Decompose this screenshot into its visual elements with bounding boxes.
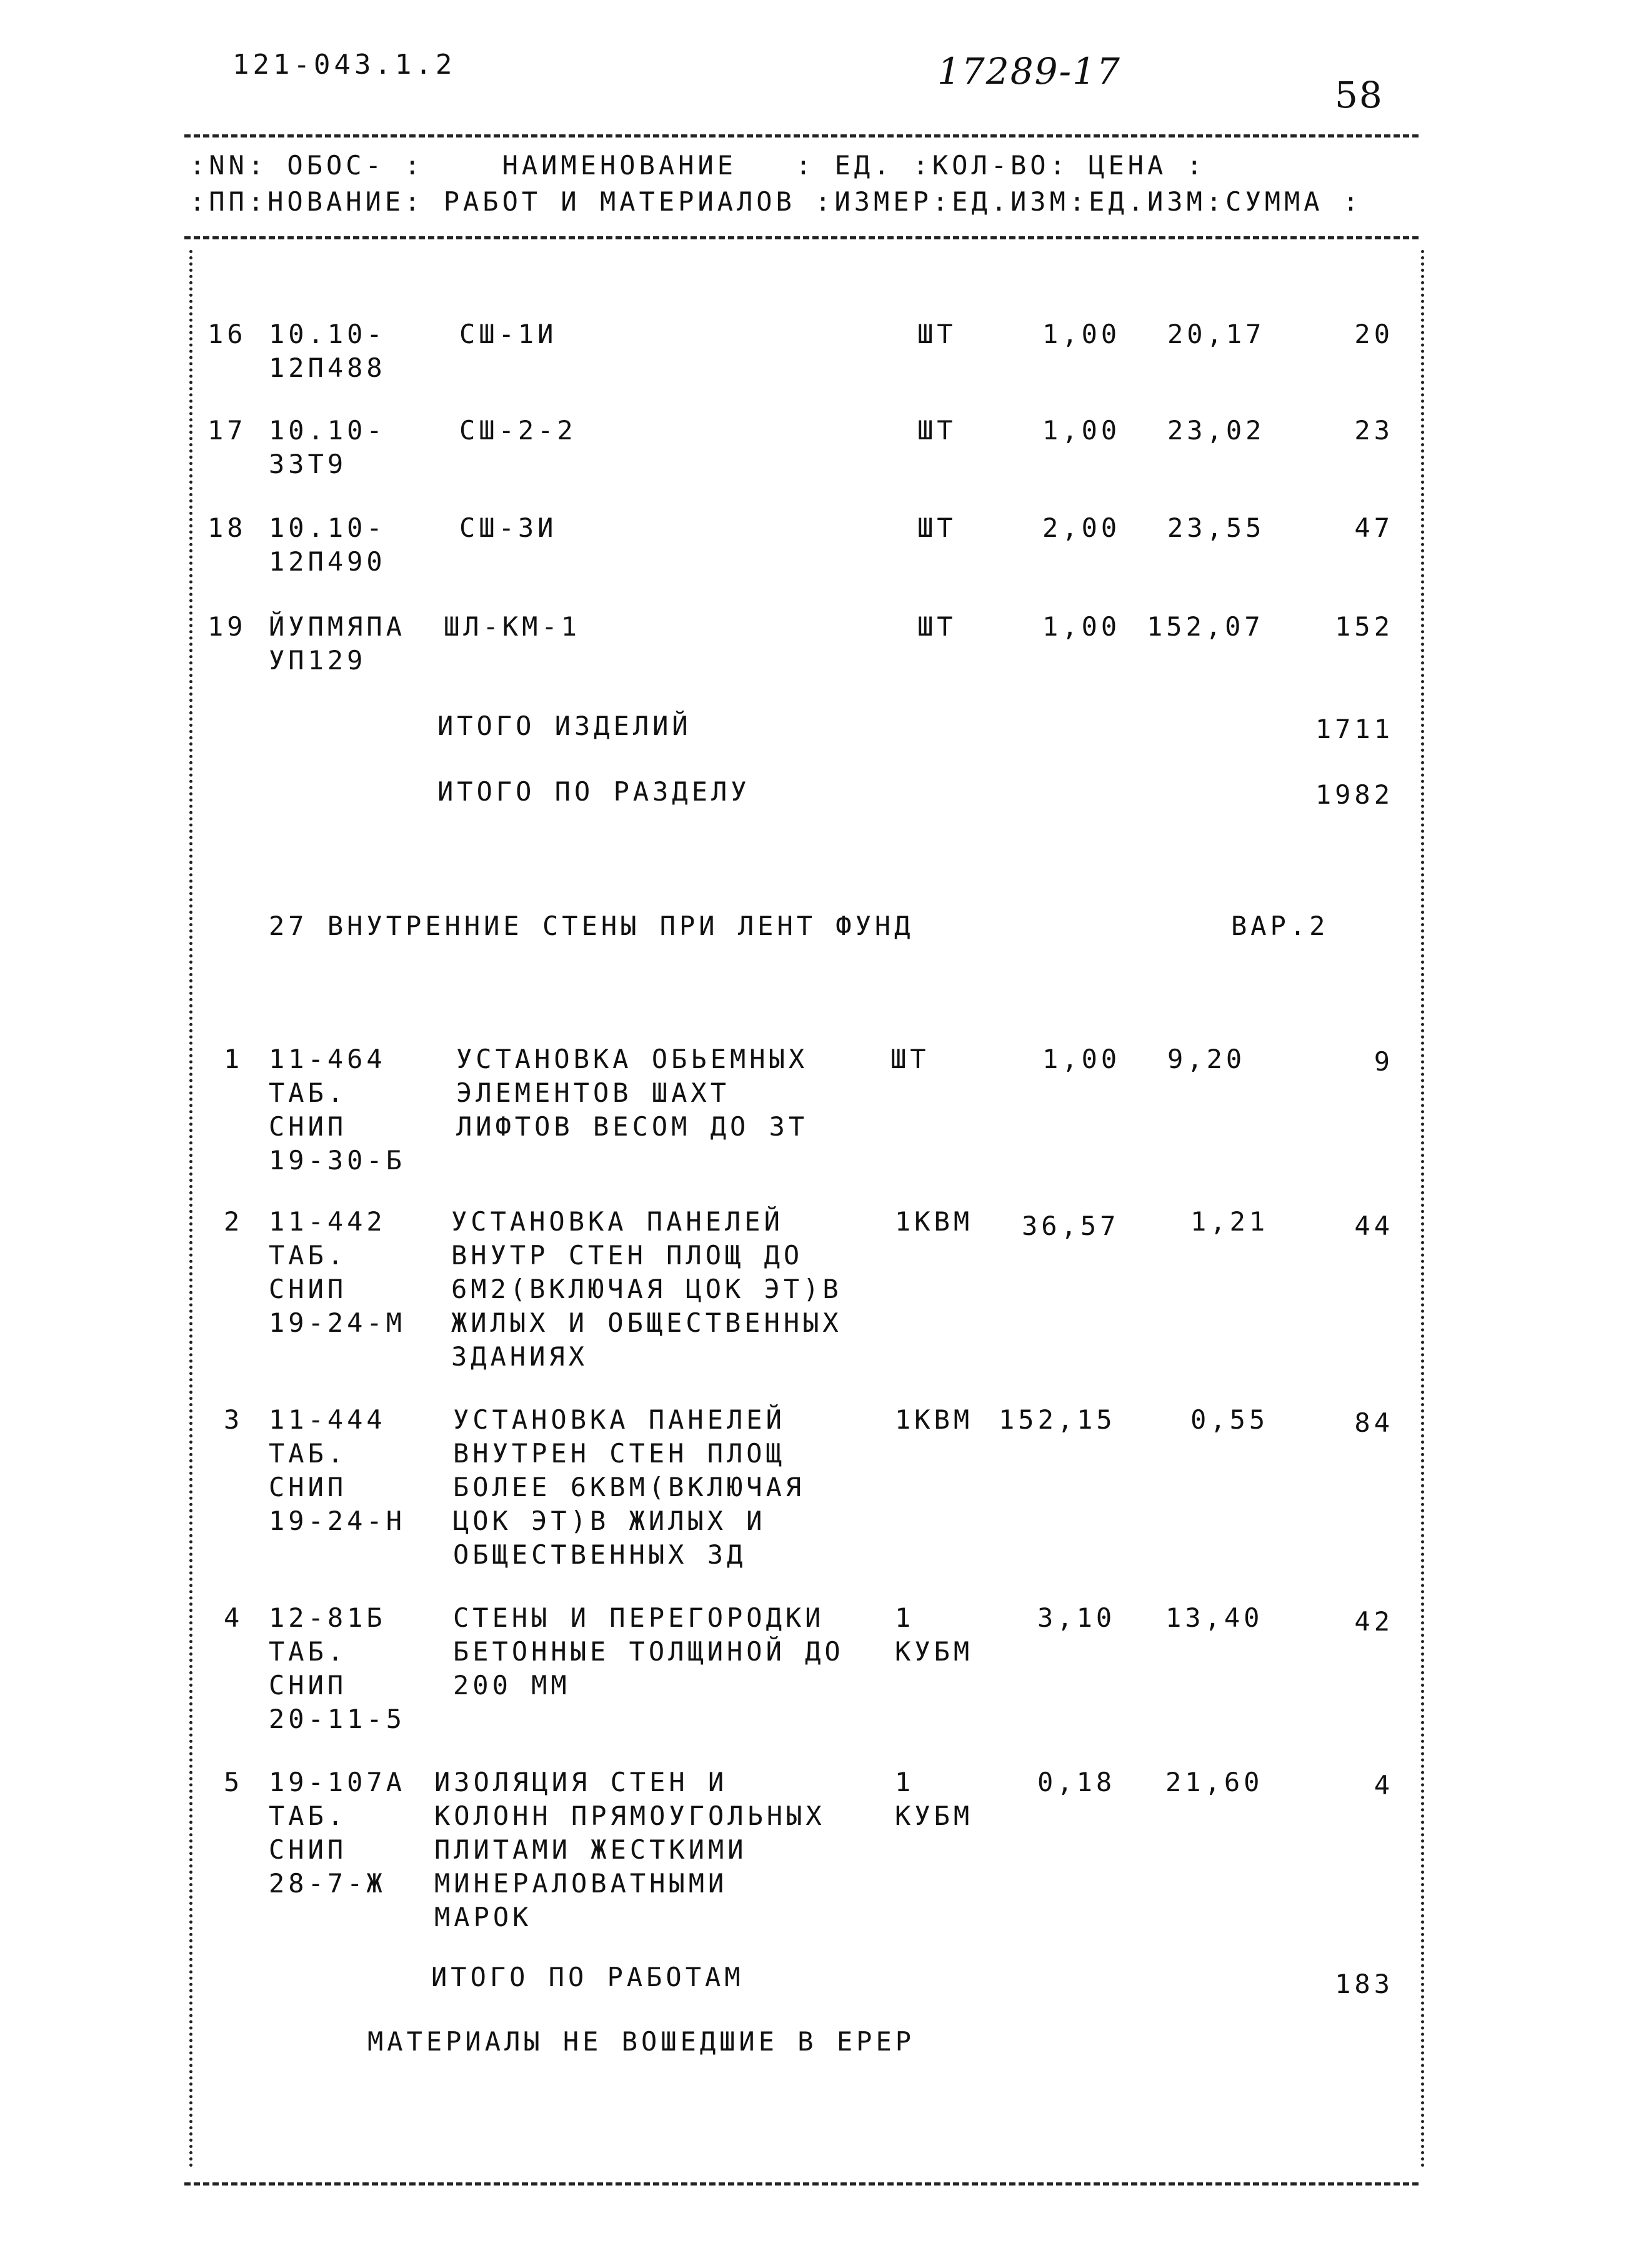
row-unit-line: 1 (895, 1602, 915, 1633)
row-sum: 44 (1354, 1211, 1394, 1241)
row-unit-line: КУБМ (895, 1801, 974, 1831)
row-unit: ШТ (917, 319, 957, 349)
row-name-line: 6М2(ВКЛЮЧАЯ ЦОК ЭТ)В (451, 1274, 842, 1304)
total-items-label: ИТОГО ИЗДЕЛИЙ (437, 711, 692, 741)
total-items-value: 1711 (1315, 714, 1394, 744)
row-code-line: ТАБ. (269, 1636, 347, 1667)
row-code-line: СНИП (269, 1472, 347, 1502)
row-qty: 2,00 (1042, 512, 1121, 543)
doc-code: 121-043.1.2 (232, 49, 456, 81)
row-name-line: ЭЛЕМЕНТОВ ШАХТ (456, 1077, 731, 1108)
total-section-value: 1982 (1315, 779, 1394, 810)
row-name (453, 1601, 844, 1702)
row-qty: 1,00 (1042, 415, 1121, 446)
row-unit: ШТ (917, 512, 957, 543)
total-section-label: ИТОГО ПО РАЗДЕЛУ (437, 776, 751, 807)
row-code-line: 19-107А (269, 1767, 406, 1797)
row-name-line: ВНУТРЕН СТЕН ПЛОЩ (453, 1438, 786, 1469)
row-code-line: 28-7-Ж (269, 1868, 386, 1899)
row-nn: 5 (224, 1767, 244, 1797)
row-unit (890, 1042, 930, 1076)
row-name-line: ЦОК ЭТ)В ЖИЛЫХ И (453, 1506, 766, 1536)
row-unit: ШТ (917, 415, 957, 446)
row-name (434, 1766, 825, 1934)
row-name: СШ-2-2 (459, 415, 577, 446)
table-header-line-1: :NN: ОБОС- : НАИМЕНОВАНИЕ : ЕД. :КОЛ-ВО: ЦЕНА : (189, 150, 1206, 181)
row-price: 0,55 (1190, 1404, 1269, 1435)
row-nn: 17 (207, 415, 247, 446)
row-qty: 3,10 (1037, 1602, 1116, 1633)
table-left-border (189, 250, 192, 2169)
total-works-label: ИТОГО ПО РАБОТАМ (431, 1962, 744, 1992)
row-name-line: ЛИФТОВ ВЕСОМ ДО 3Т (456, 1111, 809, 1142)
row-unit-line: КУБМ (895, 1636, 974, 1667)
row-code-line: ТАБ. (269, 1240, 347, 1271)
row-unit-line: ШТ (890, 1044, 930, 1074)
row-code-line: 12П490 (269, 546, 386, 577)
row-name-line: ЖИЛЫХ И ОБЩЕСТВЕННЫХ (451, 1307, 842, 1338)
row-code-line: 12-81Б (269, 1602, 386, 1633)
total-works-value: 183 (1335, 1969, 1394, 1999)
row-code-line: 19-24-Н (269, 1506, 406, 1536)
row-code-line: 33Т9 (269, 449, 347, 479)
row-sum: 152 (1335, 611, 1394, 642)
table-top-border (184, 134, 1419, 137)
row-nn: 4 (224, 1602, 244, 1633)
row-nn: 18 (207, 512, 247, 543)
row-unit-line: 1 (895, 1767, 915, 1797)
row-name (453, 1403, 805, 1572)
row-code-line: 10.10- (269, 319, 386, 349)
row-sum: 9 (1374, 1046, 1394, 1077)
materials-note: МАТЕРИАЛЫ НЕ ВОШЕДШИЕ В ЕРЕР (367, 2026, 915, 2057)
row-price: 23,02 (1167, 415, 1265, 446)
row-nn: 3 (224, 1404, 244, 1435)
row-code-line: СНИП (269, 1111, 347, 1142)
row-code-line: 19-24-М (269, 1307, 406, 1338)
row-code-line: 19-30-Б (269, 1145, 406, 1176)
row-code (269, 1766, 406, 1901)
row-name-line: УСТАНОВКА ПАНЕЛЕЙ (453, 1404, 786, 1435)
row-name-line: СТЕНЫ И ПЕРЕГОРОДКИ (453, 1602, 825, 1633)
row-code (269, 1601, 406, 1736)
row-nn: 16 (207, 319, 247, 349)
row-name-line: УСТАНОВКА ПАНЕЛЕЙ (451, 1206, 784, 1237)
row-code-line: 12П488 (269, 352, 386, 383)
row-code-line: ТАБ. (269, 1801, 347, 1831)
row-code-line: УП129 (269, 645, 367, 676)
row-sum: 42 (1354, 1606, 1394, 1637)
row-code (269, 1205, 406, 1340)
section-variant: ВАР.2 (1231, 911, 1329, 941)
row-name: СШ-3И (459, 512, 557, 543)
row-sum: 20 (1354, 319, 1394, 349)
table-header-line-2: :ПП:НОВАНИЕ: РАБОТ И МАТЕРИАЛОВ :ИЗМЕР:ЕД.ИЗМ:ЕД.ИЗМ:СУММА : (189, 186, 1363, 217)
row-code (269, 511, 386, 579)
table-bottom-border (184, 2182, 1419, 2186)
row-unit (895, 1601, 973, 1669)
row-code-line: 11-444 (269, 1404, 386, 1435)
row-price: 23,55 (1167, 512, 1265, 543)
row-code (269, 317, 386, 385)
row-price: 13,40 (1165, 1602, 1264, 1633)
row-unit (895, 1403, 973, 1437)
row-code (269, 1403, 406, 1538)
section-title: 27 ВНУТРЕННИЕ СТЕНЫ ПРИ ЛЕНТ ФУНД (269, 911, 914, 941)
row-nn: 19 (207, 611, 247, 642)
row-code-line: СНИП (269, 1834, 347, 1865)
row-code (269, 1042, 406, 1177)
row-price: 20,17 (1167, 319, 1265, 349)
row-name-line: ВНУТР СТЕН ПЛОЩ ДО (451, 1240, 804, 1271)
row-code-line: 20-11-5 (269, 1704, 406, 1734)
row-qty: 36,57 (1022, 1211, 1120, 1241)
row-name (456, 1042, 808, 1144)
row-name-line: ИЗОЛЯЦИЯ СТЕН И (434, 1767, 728, 1797)
row-name-line: МИНЕРАЛОВАТНЫМИ (434, 1868, 728, 1899)
row-code (269, 610, 406, 677)
header-bottom-border (184, 236, 1419, 239)
row-code-line: СНИП (269, 1670, 347, 1701)
row-name (451, 1205, 842, 1374)
row-name: ШЛ-КМ-1 (444, 611, 581, 642)
table-right-border (1421, 250, 1424, 2169)
row-name-line: 200 ММ (453, 1670, 571, 1701)
row-qty: 0,18 (1037, 1767, 1116, 1797)
row-price: 21,60 (1165, 1767, 1264, 1797)
row-name: СШ-1И (459, 319, 557, 349)
row-price: 152,07 (1147, 611, 1264, 642)
row-qty: 1,00 (1042, 1044, 1121, 1074)
row-nn: 2 (224, 1206, 244, 1237)
row-code-line: 10.10- (269, 512, 386, 543)
handwritten-stamp-number: 17289-17 (937, 50, 1121, 92)
row-name-line: ПЛИТАМИ ЖЕСТКИМИ (434, 1834, 747, 1865)
row-code-line: ТАБ. (269, 1077, 347, 1108)
page-number: 58 (1335, 74, 1384, 116)
row-code-line: ТАБ. (269, 1438, 347, 1469)
row-nn: 1 (224, 1044, 244, 1074)
row-qty: 1,00 (1042, 319, 1121, 349)
row-name-line: ЗДАНИЯХ (451, 1341, 589, 1372)
row-price: 1,21 (1190, 1206, 1269, 1237)
row-unit (895, 1205, 973, 1239)
row-qty: 152,15 (999, 1404, 1116, 1435)
row-code-line: ЙУПМЯПА (269, 611, 406, 642)
row-unit: ШТ (917, 611, 957, 642)
row-sum: 47 (1354, 512, 1394, 543)
row-sum: 4 (1374, 1770, 1394, 1801)
row-code (269, 414, 386, 481)
row-code-line: 11-442 (269, 1206, 386, 1237)
row-name-line: УСТАНОВКА ОБЬЕМНЫХ (456, 1044, 809, 1074)
row-qty: 1,00 (1042, 611, 1121, 642)
row-sum: 84 (1354, 1407, 1394, 1438)
row-sum: 23 (1354, 415, 1394, 446)
row-name-line: ОБЩЕСТВЕННЫХ ЗД (453, 1539, 747, 1570)
row-unit (895, 1766, 973, 1833)
row-code-line: 11-464 (269, 1044, 386, 1074)
row-code-line: 10.10- (269, 415, 386, 446)
row-name-line: БОЛЕЕ 6КВМ(ВКЛЮЧАЯ (453, 1472, 806, 1502)
row-code-line: СНИП (269, 1274, 347, 1304)
row-unit-line: 1КВМ (895, 1206, 974, 1237)
row-name-line: МАРОК (434, 1902, 532, 1932)
row-unit-line: 1КВМ (895, 1404, 974, 1435)
row-name-line: КОЛОНН ПРЯМОУГОЛЬНЫХ (434, 1801, 825, 1831)
row-price: 9,20 (1167, 1044, 1246, 1074)
row-name-line: БЕТОННЫЕ ТОЛЩИНОЙ ДО (453, 1636, 844, 1667)
